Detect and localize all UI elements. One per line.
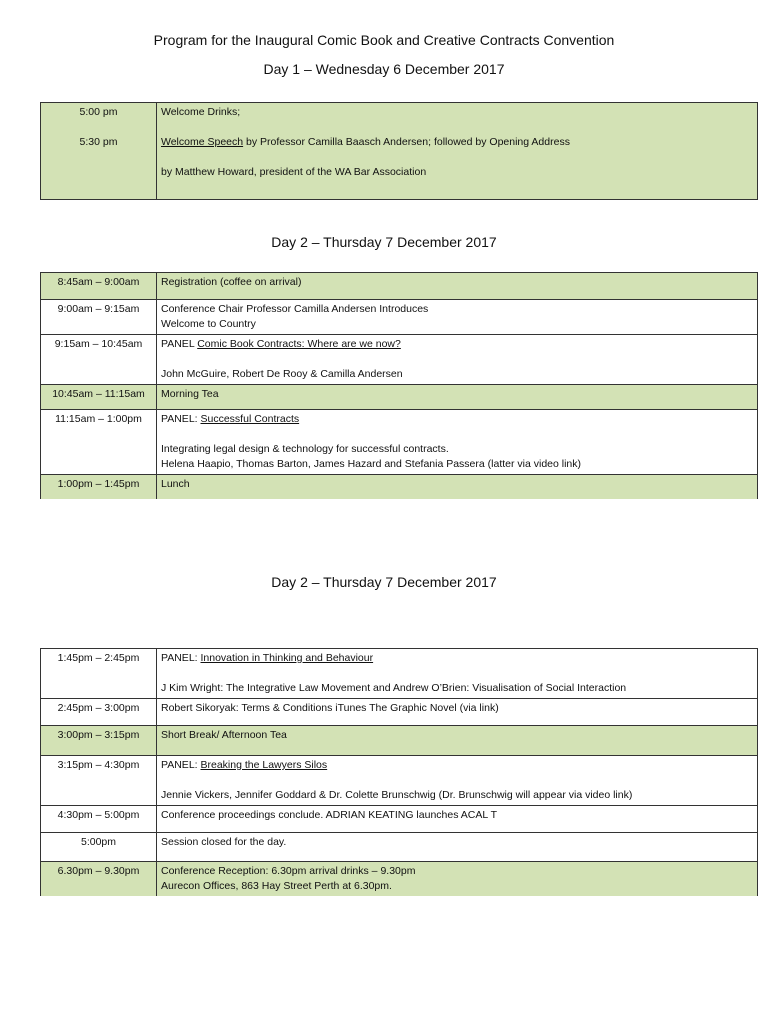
- event-text: Aurecon Offices, 863 Hay Street Perth at 6.30pm.: [161, 880, 392, 892]
- event-text: Lunch: [157, 475, 758, 500]
- program-title: Program for the Inaugural Comic Book and Creative Contracts Convention: [153, 32, 615, 48]
- time-cell: 8:45am – 9:00am: [41, 273, 157, 300]
- event-text: Welcome to Country: [161, 318, 256, 330]
- table-row: [41, 103, 758, 200]
- time-cell: 9:15am – 10:45am: [41, 335, 157, 385]
- table-row: [41, 385, 758, 410]
- event-text: PANEL:: [161, 413, 201, 425]
- panel-title-link[interactable]: Breaking the Lawyers Silos: [200, 759, 328, 771]
- table-row: [41, 806, 758, 833]
- panel-title-link[interactable]: Innovation in Thinking and Behaviour: [200, 652, 374, 664]
- event-text: Conference Reception: 6.30pm arrival drinks – 9.30pm: [161, 865, 416, 877]
- time-cell: 3:00pm – 3:15pm: [41, 726, 157, 756]
- event-text: PANEL:: [161, 652, 201, 664]
- time-cell: 9:00am – 9:15am: [41, 300, 157, 335]
- table-row: [41, 273, 758, 300]
- event-text: Helena Haapio, Thomas Barton, James Hazard and Stefania Passera (latter via video link): [161, 458, 582, 470]
- day2-afternoon-heading: Day 2 – Thursday 7 December 2017: [271, 574, 497, 590]
- event-text: J Kim Wright: The Integrative Law Movement and Andrew O’Brien: Visualisation of Social Interaction: [161, 682, 627, 694]
- event-text: Welcome Drinks;: [161, 106, 241, 118]
- event-text: Robert Sikoryak: Terms & Conditions iTunes The Graphic Novel (via link): [157, 699, 758, 726]
- event-text: Registration (coffee on arrival): [157, 273, 758, 300]
- event-text: by Professor Camilla Baasch Andersen; followed by Opening Address: [243, 136, 570, 148]
- event-text: Conference proceedings conclude. ADRIAN KEATING launches ACAL T: [157, 806, 758, 833]
- time-cell: 2:45pm – 3:00pm: [41, 699, 157, 726]
- table-row: [41, 862, 758, 897]
- table-row: [41, 475, 758, 500]
- time-cell: 4:30pm – 5:00pm: [41, 806, 157, 833]
- time-cell: 10:45am – 11:15am: [41, 385, 157, 410]
- table-row: [41, 699, 758, 726]
- table-row: [41, 649, 758, 699]
- event-text: Morning Tea: [157, 385, 758, 410]
- table-row: [41, 410, 758, 475]
- day1-schedule-table: [40, 102, 758, 200]
- table-row: [41, 833, 758, 862]
- event-text: Jennie Vickers, Jennifer Goddard & Dr. Colette Brunschwig (Dr. Brunschwig will appear via video link): [161, 789, 633, 801]
- time-cell: 5:30 pm: [79, 136, 118, 148]
- event-text: Conference Chair Professor Camilla Andersen Introduces: [161, 303, 429, 315]
- event-text: John McGuire, Robert De Rooy & Camilla Andersen: [161, 368, 403, 380]
- table-row: [41, 726, 758, 756]
- time-cell: 5:00 pm: [79, 106, 118, 118]
- day2-heading: Day 2 – Thursday 7 December 2017: [271, 234, 497, 250]
- day2-morning-schedule-table: [40, 272, 758, 499]
- event-text: Integrating legal design & technology for successful contracts.: [161, 443, 449, 455]
- welcome-speech-link[interactable]: Welcome Speech: [161, 136, 244, 148]
- table-row: [41, 300, 758, 335]
- event-text: PANEL:: [161, 759, 201, 771]
- time-cell: 6.30pm – 9.30pm: [41, 862, 157, 897]
- day2-afternoon-schedule-table: [40, 648, 758, 896]
- event-text: by Matthew Howard, president of the WA Bar Association: [161, 166, 427, 178]
- time-cell: 11:15am – 1:00pm: [41, 410, 157, 475]
- table-row: [41, 335, 758, 385]
- panel-title-link[interactable]: Comic Book Contracts: Where are we now?: [197, 338, 401, 350]
- event-text: PANEL: [161, 338, 198, 350]
- time-cell: 5:00pm: [41, 833, 157, 862]
- time-cell: 3:15pm – 4:30pm: [41, 756, 157, 806]
- event-text: Short Break/ Afternoon Tea: [157, 726, 758, 756]
- time-cell: 1:45pm – 2:45pm: [41, 649, 157, 699]
- event-text: Session closed for the day.: [157, 833, 758, 862]
- panel-title-link[interactable]: Successful Contracts: [200, 413, 300, 425]
- time-cell: 1:00pm – 1:45pm: [41, 475, 157, 500]
- table-row: [41, 756, 758, 806]
- day1-heading: Day 1 – Wednesday 6 December 2017: [263, 61, 505, 77]
